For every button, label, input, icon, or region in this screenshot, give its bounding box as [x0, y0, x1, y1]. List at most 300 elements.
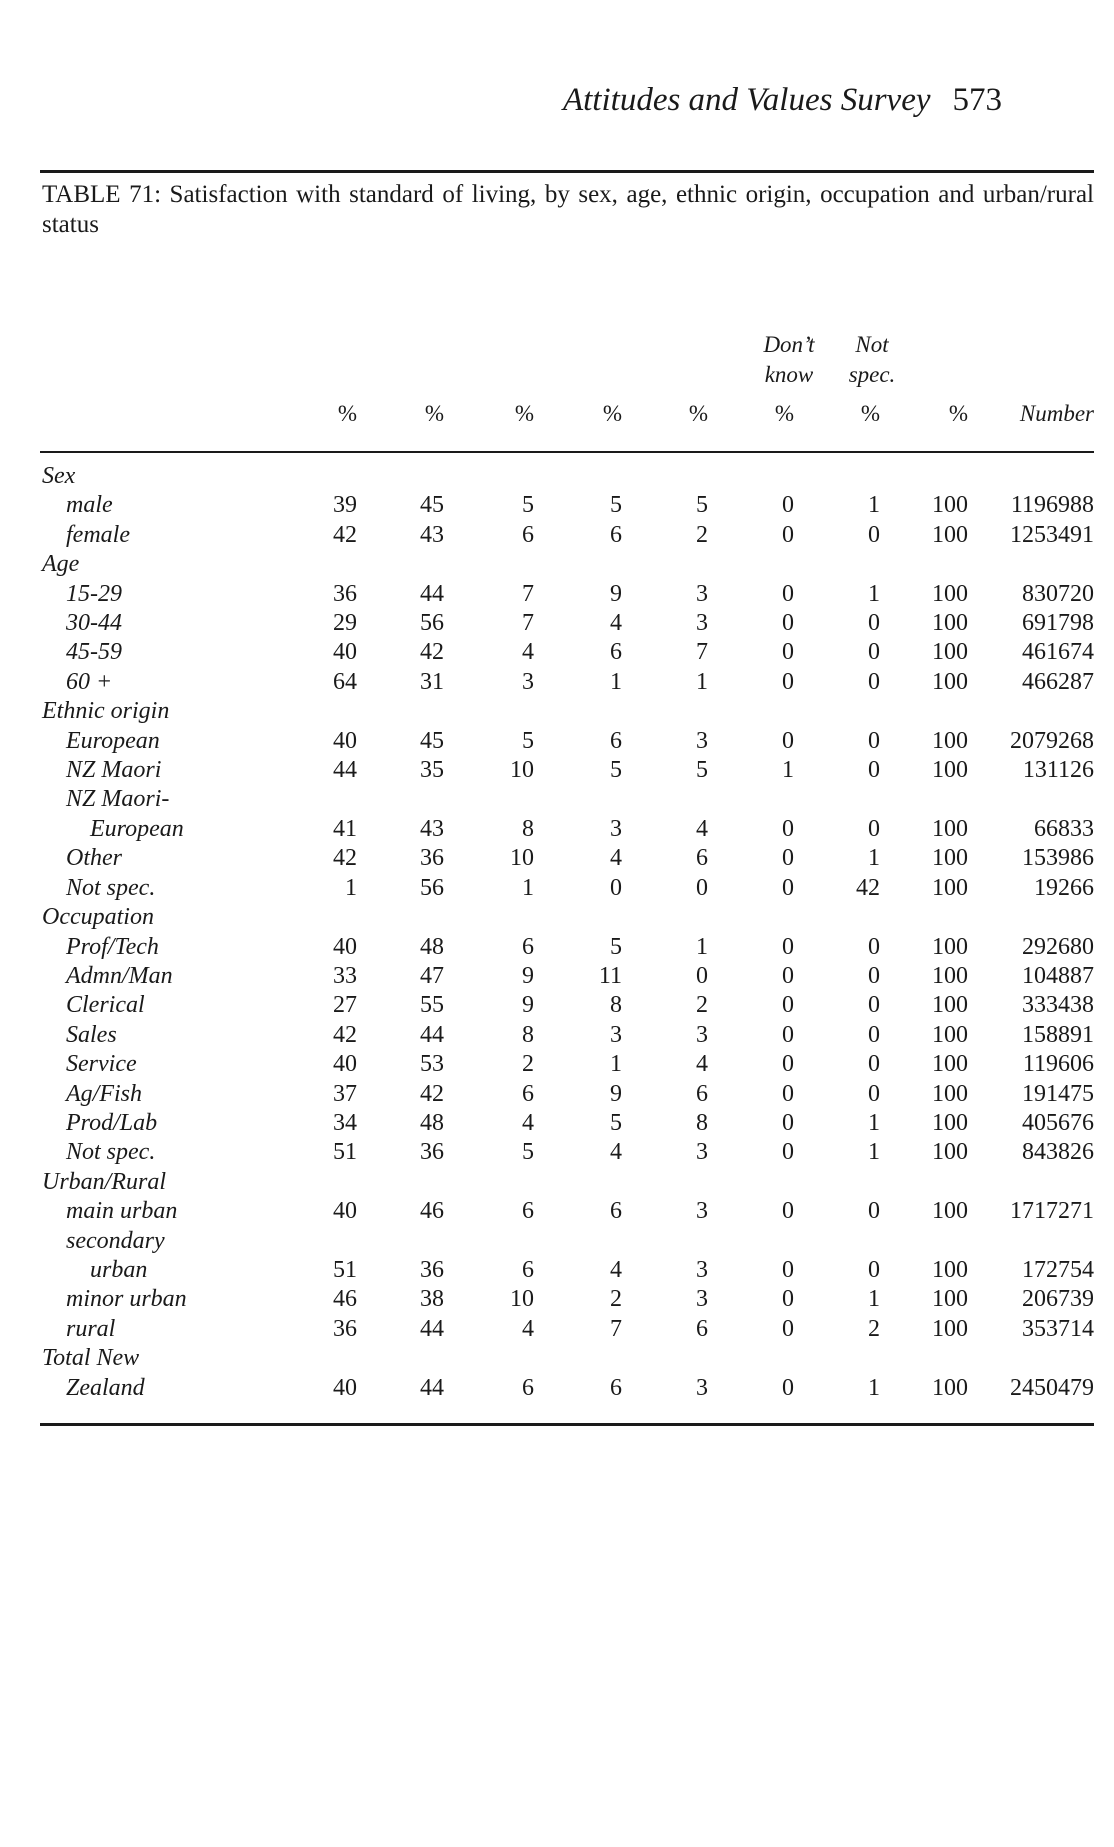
- cell-all-respondents: 353714: [1022, 1315, 1094, 1342]
- cell-fairly-satisfied: 44: [420, 580, 444, 607]
- empty-cell: [534, 1227, 622, 1256]
- cell-very-dissatisfied: 3: [696, 727, 708, 754]
- empty-cell: [444, 550, 534, 579]
- cell-very-satisfied: 51: [333, 1256, 357, 1283]
- cell-very-dissatisfied: 1: [696, 933, 708, 960]
- cell-fairly-dissatisfied: 4: [610, 610, 622, 637]
- cell-fairly-satisfied: 42: [420, 639, 444, 666]
- cell-all: 100: [932, 1256, 968, 1283]
- cell-all: 100: [932, 1109, 968, 1136]
- row-label: Prod/Lab: [66, 1109, 158, 1136]
- cell-fairly-satisfied: 56: [420, 610, 444, 637]
- empty-cell: [708, 697, 794, 726]
- cell-not-spec: 0: [868, 1256, 880, 1283]
- cell-fairly-dissatisfied: 6: [610, 1374, 622, 1401]
- cell-dont-know: 0: [782, 1021, 794, 1048]
- cell-all: 100: [932, 1315, 968, 1342]
- cell-fairly-dissatisfied: 7: [610, 1315, 622, 1342]
- cell-dont-know: 0: [782, 933, 794, 960]
- empty-cell: [708, 1168, 794, 1197]
- cell-very-dissatisfied: 4: [696, 815, 708, 842]
- cell-fairly-dissatisfied: 1: [610, 668, 622, 695]
- cell-all-respondents: 2079268: [1010, 727, 1094, 754]
- empty-cell: [357, 903, 444, 932]
- cell-all-respondents: 843826: [1022, 1139, 1094, 1166]
- cell-fairly-satisfied: 44: [420, 1315, 444, 1342]
- row-label: minor urban: [66, 1286, 187, 1313]
- cell-all: 100: [932, 492, 968, 519]
- cell-fairly-satisfied: 55: [420, 992, 444, 1019]
- unit-dont-know: %: [774, 401, 794, 426]
- empty-cell: [315, 1227, 357, 1256]
- cell-fairly-satisfied: 42: [420, 1080, 444, 1107]
- cell-not-spec: 1: [868, 580, 880, 607]
- cell-very-dissatisfied: 2: [696, 992, 708, 1019]
- cell-all: 100: [932, 1051, 968, 1078]
- row-label: NZ Maori: [66, 757, 162, 784]
- cell-not-spec: 0: [868, 992, 880, 1019]
- table-row: [42, 1285, 1094, 1314]
- row-label: main urban: [66, 1198, 178, 1225]
- empty-cell: [968, 697, 1094, 726]
- empty-cell: [357, 550, 444, 579]
- cell-not-spec: 2: [868, 1315, 880, 1342]
- cell-fairly-satisfied: 35: [420, 757, 444, 784]
- cell-not-spec: 0: [868, 1198, 880, 1225]
- cell-dont-know: 0: [782, 1374, 794, 1401]
- cell-neither: 2: [522, 1051, 534, 1078]
- cell-fairly-satisfied: 38: [420, 1286, 444, 1313]
- cell-dont-know: 0: [782, 815, 794, 842]
- cell-very-dissatisfied: 6: [696, 845, 708, 872]
- empty-cell: [315, 1344, 357, 1373]
- cell-neither: 10: [510, 757, 534, 784]
- empty-cell: [708, 550, 794, 579]
- table-row: [42, 580, 1094, 609]
- cell-all: 100: [932, 962, 968, 989]
- cell-fairly-dissatisfied: 11: [598, 962, 622, 989]
- row-label: 45-59: [66, 639, 122, 666]
- cell-all: 100: [932, 727, 968, 754]
- cell-all-respondents: 830720: [1022, 580, 1094, 607]
- empty-cell: [315, 697, 357, 726]
- cell-all: 100: [932, 815, 968, 842]
- row-label: Sales: [66, 1021, 117, 1048]
- empty-cell: [708, 1344, 794, 1373]
- table-caption: TABLE 71: Satisfaction with standard of living, by sex, age, ethnic origin, occupation and urban/rural status: [42, 181, 1094, 238]
- row-label: 60 +: [66, 668, 113, 695]
- empty-cell: [534, 1344, 622, 1373]
- unit-all: %: [948, 401, 968, 426]
- empty-cell: [968, 1344, 1094, 1373]
- empty-cell: [444, 785, 534, 814]
- empty-cell: [880, 1344, 968, 1373]
- unit-fairly-satisfied: %: [424, 401, 444, 426]
- cell-dont-know: 0: [782, 1286, 794, 1313]
- empty-cell: [315, 903, 357, 932]
- cell-not-spec: 0: [868, 1080, 880, 1107]
- cell-fairly-dissatisfied: 6: [610, 521, 622, 548]
- section-row-sex: [42, 462, 1094, 491]
- section-row-urban-rural: [42, 1168, 1094, 1197]
- cell-fairly-satisfied: 46: [420, 1198, 444, 1225]
- cell-all: 100: [932, 1198, 968, 1225]
- row-label: 30-44: [66, 610, 122, 637]
- cell-neither: 4: [522, 1109, 534, 1136]
- row-label: Clerical: [66, 992, 145, 1019]
- table-row: [42, 1315, 1094, 1344]
- empty-cell: [622, 1227, 708, 1256]
- row-label: Other: [66, 845, 122, 872]
- cell-neither: 6: [522, 933, 534, 960]
- running-head-title: Attitudes and Values Survey: [562, 82, 931, 118]
- cell-fairly-satisfied: 45: [420, 492, 444, 519]
- empty-cell: [880, 462, 968, 491]
- cell-fairly-satisfied: 44: [420, 1374, 444, 1401]
- cell-all-respondents: 153986: [1022, 845, 1094, 872]
- table-row: [42, 1021, 1094, 1050]
- empty-cell: [880, 1227, 968, 1256]
- empty-cell: [622, 785, 708, 814]
- cell-not-spec: 1: [868, 1139, 880, 1166]
- section-label: Urban/Rural: [42, 1168, 167, 1195]
- cell-all-respondents: 333438: [1022, 992, 1094, 1019]
- cell-fairly-dissatisfied: 4: [610, 1256, 622, 1283]
- cell-fairly-satisfied: 45: [420, 727, 444, 754]
- empty-cell: [880, 697, 968, 726]
- cell-all-respondents: 158891: [1022, 1021, 1094, 1048]
- unit-all-respondents: Number: [1019, 401, 1094, 426]
- cell-not-spec: 0: [868, 933, 880, 960]
- table-row: [42, 874, 1094, 903]
- cell-not-spec: 0: [868, 639, 880, 666]
- cell-fairly-dissatisfied: 8: [610, 992, 622, 1019]
- cell-fairly-satisfied: 36: [420, 1256, 444, 1283]
- cell-fairly-dissatisfied: 9: [610, 1080, 622, 1107]
- cell-fairly-dissatisfied: 6: [610, 727, 622, 754]
- cell-fairly-satisfied: 48: [420, 933, 444, 960]
- empty-cell: [534, 903, 622, 932]
- cell-all: 100: [932, 1374, 968, 1401]
- empty-cell: [968, 785, 1094, 814]
- cell-all: 100: [932, 668, 968, 695]
- cell-fairly-dissatisfied: 6: [610, 1198, 622, 1225]
- empty-cell: [444, 1168, 534, 1197]
- empty-cell: [880, 903, 968, 932]
- empty-cell: [794, 697, 880, 726]
- empty-cell: [794, 1227, 880, 1256]
- cell-neither: 10: [510, 1286, 534, 1313]
- table-row: [42, 491, 1094, 520]
- cell-very-satisfied: 1: [345, 874, 357, 901]
- cell-neither: 5: [522, 492, 534, 519]
- cell-neither: 5: [522, 1139, 534, 1166]
- cell-very-satisfied: 51: [333, 1139, 357, 1166]
- cell-very-satisfied: 44: [333, 757, 357, 784]
- table-row: [42, 785, 1094, 814]
- section-label: Ethnic origin: [42, 698, 170, 725]
- cell-very-satisfied: 40: [333, 1198, 357, 1225]
- cell-fairly-satisfied: 43: [420, 521, 444, 548]
- section-row-occupation: [42, 903, 1094, 932]
- empty-cell: [794, 462, 880, 491]
- cell-very-dissatisfied: 3: [696, 580, 708, 607]
- cell-neither: 4: [522, 639, 534, 666]
- row-label: Zealand: [66, 1374, 145, 1401]
- table-row: [42, 1197, 1094, 1226]
- cell-all: 100: [932, 1080, 968, 1107]
- empty-cell: [622, 697, 708, 726]
- row-label: Service: [66, 1051, 137, 1078]
- table-row: [42, 1080, 1094, 1109]
- empty-cell: [622, 1168, 708, 1197]
- table-row: [42, 962, 1094, 991]
- empty-cell: [708, 785, 794, 814]
- row-label: 15-29: [66, 580, 122, 607]
- section-label: Age: [42, 551, 80, 578]
- cell-very-satisfied: 46: [333, 1286, 357, 1313]
- cell-fairly-dissatisfied: 6: [610, 639, 622, 666]
- cell-very-dissatisfied: 4: [696, 1051, 708, 1078]
- section-row-total-new: [42, 1344, 1094, 1373]
- empty-cell: [357, 697, 444, 726]
- page-number: 573: [952, 82, 1002, 118]
- row-label: Not spec.: [66, 874, 156, 901]
- empty-cell: [315, 785, 357, 814]
- cell-all: 100: [932, 845, 968, 872]
- section-row-age: [42, 550, 1094, 579]
- cell-neither: 7: [522, 580, 534, 607]
- empty-cell: [880, 1168, 968, 1197]
- cell-neither: 5: [522, 727, 534, 754]
- cell-very-dissatisfied: 3: [696, 610, 708, 637]
- cell-dont-know: 1: [782, 757, 794, 784]
- empty-cell: [708, 462, 794, 491]
- empty-cell: [622, 462, 708, 491]
- table-row: [42, 609, 1094, 638]
- cell-not-spec: 0: [868, 815, 880, 842]
- cell-very-satisfied: 36: [333, 1315, 357, 1342]
- cell-dont-know: 0: [782, 962, 794, 989]
- cell-fairly-dissatisfied: 5: [610, 1109, 622, 1136]
- cell-dont-know: 0: [782, 668, 794, 695]
- empty-cell: [444, 697, 534, 726]
- cell-all-respondents: 191475: [1022, 1080, 1094, 1107]
- empty-cell: [534, 1168, 622, 1197]
- cell-fairly-dissatisfied: 1: [610, 1051, 622, 1078]
- running-head: [40, 82, 1002, 119]
- empty-cell: [444, 903, 534, 932]
- cell-all-respondents: 1196988: [1010, 492, 1094, 519]
- column-heading-dont-know: Don’t know: [763, 332, 815, 387]
- cell-dont-know: 0: [782, 874, 794, 901]
- cell-fairly-satisfied: 44: [420, 1021, 444, 1048]
- cell-all-respondents: 292680: [1022, 933, 1094, 960]
- cell-neither: 6: [522, 1374, 534, 1401]
- cell-fairly-satisfied: 47: [420, 962, 444, 989]
- cell-all-respondents: 2450479: [1010, 1374, 1094, 1401]
- row-label: male: [66, 492, 113, 519]
- cell-fairly-dissatisfied: 0: [610, 874, 622, 901]
- section-row-ethnic-origin: [42, 697, 1094, 726]
- table-top-rule: [40, 170, 1094, 173]
- cell-all-respondents: 104887: [1022, 962, 1094, 989]
- cell-not-spec: 1: [868, 845, 880, 872]
- empty-cell: [444, 1227, 534, 1256]
- row-label: European: [90, 815, 184, 842]
- cell-very-satisfied: 33: [333, 962, 357, 989]
- cell-all-respondents: 172754: [1022, 1256, 1094, 1283]
- empty-cell: [708, 903, 794, 932]
- cell-dont-know: 0: [782, 610, 794, 637]
- unit-very-satisfied: %: [337, 401, 357, 426]
- cell-all: 100: [932, 757, 968, 784]
- cell-very-dissatisfied: 1: [696, 668, 708, 695]
- unit-fairly-dissatisfied: %: [602, 401, 622, 426]
- cell-neither: 3: [522, 668, 534, 695]
- cell-very-dissatisfied: 7: [696, 639, 708, 666]
- table-bottom-rule: [40, 1423, 1094, 1426]
- table-body: [42, 462, 1094, 1403]
- cell-very-dissatisfied: 5: [696, 757, 708, 784]
- table-row: [42, 521, 1094, 550]
- cell-all: 100: [932, 1021, 968, 1048]
- cell-not-spec: 0: [868, 757, 880, 784]
- unit-not-spec: %: [860, 401, 880, 426]
- cell-very-satisfied: 40: [333, 933, 357, 960]
- cell-all: 100: [932, 580, 968, 607]
- cell-very-dissatisfied: 3: [696, 1286, 708, 1313]
- cell-all: 100: [932, 874, 968, 901]
- cell-very-dissatisfied: 3: [696, 1256, 708, 1283]
- empty-cell: [968, 462, 1094, 491]
- table-row: [42, 756, 1094, 785]
- cell-not-spec: 1: [868, 1374, 880, 1401]
- empty-cell: [534, 462, 622, 491]
- empty-cell: [794, 1168, 880, 1197]
- cell-fairly-satisfied: 31: [420, 668, 444, 695]
- cell-fairly-satisfied: 56: [420, 874, 444, 901]
- cell-very-dissatisfied: 5: [696, 492, 708, 519]
- cell-all-respondents: 119606: [1022, 1051, 1094, 1078]
- cell-all-respondents: 19266: [1034, 874, 1094, 901]
- cell-dont-know: 0: [782, 845, 794, 872]
- cell-fairly-dissatisfied: 4: [610, 1139, 622, 1166]
- cell-neither: 8: [522, 815, 534, 842]
- cell-not-spec: 1: [868, 1109, 880, 1136]
- row-label: European: [66, 727, 160, 754]
- cell-dont-know: 0: [782, 1198, 794, 1225]
- cell-all: 100: [932, 933, 968, 960]
- cell-neither: 9: [522, 992, 534, 1019]
- empty-cell: [357, 1227, 444, 1256]
- cell-very-dissatisfied: 8: [696, 1109, 708, 1136]
- cell-dont-know: 0: [782, 639, 794, 666]
- cell-very-satisfied: 39: [333, 492, 357, 519]
- cell-fairly-dissatisfied: 2: [610, 1286, 622, 1313]
- table-row: [42, 1050, 1094, 1079]
- cell-dont-know: 0: [782, 521, 794, 548]
- row-label: rural: [66, 1315, 116, 1342]
- cell-not-spec: 0: [868, 668, 880, 695]
- cell-very-satisfied: 40: [333, 1374, 357, 1401]
- table-row: [42, 1374, 1094, 1403]
- cell-very-dissatisfied: 0: [696, 962, 708, 989]
- table-row: [42, 638, 1094, 667]
- empty-cell: [968, 1227, 1094, 1256]
- unit-neither: %: [514, 401, 534, 426]
- cell-all-respondents: 405676: [1022, 1109, 1094, 1136]
- cell-very-dissatisfied: 3: [696, 1139, 708, 1166]
- cell-neither: 6: [522, 1080, 534, 1107]
- empty-cell: [968, 1168, 1094, 1197]
- cell-very-dissatisfied: 6: [696, 1315, 708, 1342]
- cell-neither: 8: [522, 1021, 534, 1048]
- row-label: secondary: [66, 1227, 165, 1254]
- cell-very-satisfied: 40: [333, 639, 357, 666]
- cell-fairly-dissatisfied: 9: [610, 580, 622, 607]
- cell-very-dissatisfied: 0: [696, 874, 708, 901]
- cell-fairly-satisfied: 36: [420, 1139, 444, 1166]
- cell-neither: 6: [522, 1198, 534, 1225]
- cell-not-spec: 1: [868, 1286, 880, 1313]
- cell-fairly-dissatisfied: 5: [610, 492, 622, 519]
- empty-cell: [357, 1168, 444, 1197]
- cell-all: 100: [932, 992, 968, 1019]
- empty-cell: [444, 1344, 534, 1373]
- cell-all: 100: [932, 610, 968, 637]
- table-row: [42, 1256, 1094, 1285]
- cell-very-satisfied: 42: [333, 1021, 357, 1048]
- cell-not-spec: 0: [868, 521, 880, 548]
- cell-very-satisfied: 36: [333, 580, 357, 607]
- cell-dont-know: 0: [782, 492, 794, 519]
- cell-all-respondents: 1717271: [1010, 1198, 1094, 1225]
- empty-cell: [880, 785, 968, 814]
- cell-dont-know: 0: [782, 580, 794, 607]
- cell-dont-know: 0: [782, 727, 794, 754]
- cell-all: 100: [932, 1286, 968, 1313]
- empty-cell: [315, 550, 357, 579]
- unit-very-dissatisfied: %: [688, 401, 708, 426]
- cell-neither: 7: [522, 610, 534, 637]
- cell-very-satisfied: 42: [333, 845, 357, 872]
- cell-very-satisfied: 64: [333, 668, 357, 695]
- cell-neither: 4: [522, 1315, 534, 1342]
- table-row: [42, 1138, 1094, 1167]
- cell-very-dissatisfied: 3: [696, 1374, 708, 1401]
- data-table: [42, 462, 1094, 1403]
- empty-cell: [708, 1227, 794, 1256]
- cell-neither: 10: [510, 845, 534, 872]
- cell-all: 100: [932, 639, 968, 666]
- cell-fairly-dissatisfied: 5: [610, 757, 622, 784]
- cell-fairly-dissatisfied: 3: [610, 1021, 622, 1048]
- cell-fairly-dissatisfied: 5: [610, 933, 622, 960]
- row-label: Prof/Tech: [66, 933, 159, 960]
- cell-dont-know: 0: [782, 1109, 794, 1136]
- table-row: [42, 933, 1094, 962]
- table-row: [42, 844, 1094, 873]
- cell-all-respondents: 206739: [1022, 1286, 1094, 1313]
- cell-neither: 1: [522, 874, 534, 901]
- section-label: Total New: [42, 1345, 140, 1372]
- row-label: Not spec.: [66, 1139, 156, 1166]
- empty-cell: [534, 785, 622, 814]
- cell-very-satisfied: 37: [333, 1080, 357, 1107]
- cell-all: 100: [932, 521, 968, 548]
- cell-all: 100: [932, 1139, 968, 1166]
